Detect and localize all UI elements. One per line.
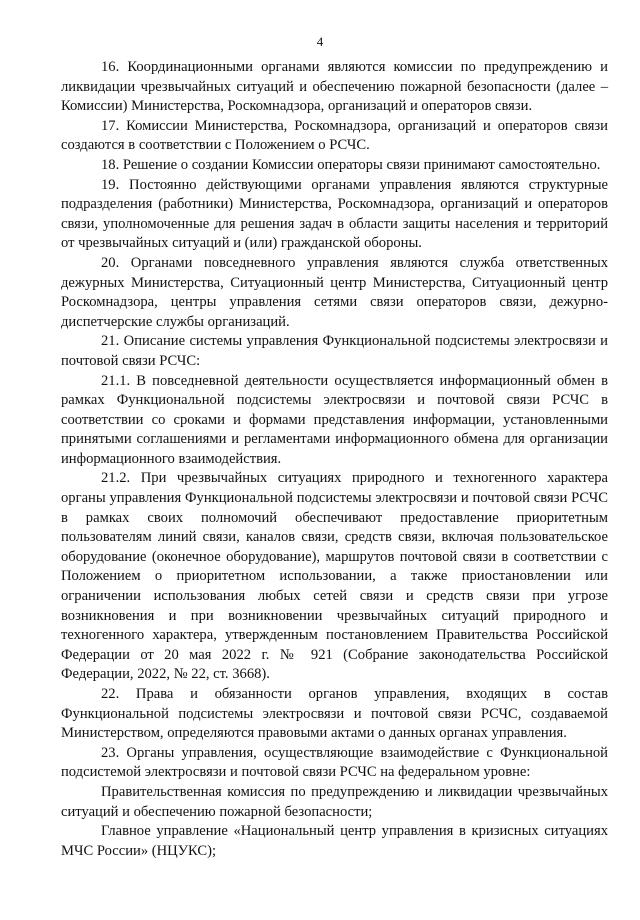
- paragraph-23-item-1: Правительственная комиссия по предупреждению и ликвидации чрезвычайных ситуаций и обеспечению пожарной безопасности;: [61, 783, 608, 820]
- paragraph-17: 17. Комиссии Министерства, Роскомнадзора, организаций и операторов связи создаются в соответствии с Положением о РСЧС.: [61, 117, 608, 154]
- document-body: [61, 58, 608, 861]
- paragraph-23-item-2: Главное управление «Национальный центр управления в кризисных ситуациях МЧС России» (НЦУКС);: [61, 823, 608, 859]
- page-number: 4: [316, 34, 324, 49]
- paragraph-16: 16. Координационными органами являются комиссии по предупреждению и ликвидации чрезвычайных ситуаций и обеспечению пожарной безопасности (далее – Комиссии) Министерства, Роскомнадзора, организаций и операторов связи.: [61, 59, 608, 115]
- paragraph-21-2: 21.2. При чрезвычайных ситуациях природного и техногенного характера органы управления Функциональной подсистемы электросвязи и почтовой связи РСЧС в рамках своих полномочий обеспечивают предоставление приоритетным пользователям линий связи, каналов связи, средств связи, включая пользовательское оборудование (оконечное оборудование), маршрутов почтовой связи в соответствии с Положением о приоритетном использовании, а также приостановлении или ограничении использования любых сетей связи и средств связи при угрозе возникновения и при возникновении чрезвычайных ситуаций природного и техногенного характера, утвержденным постановлением Правительства Российской Федерации от 20 мая 2022 г. № 921 (Собрание законодательства Российской Федерации, 2022, № 22, ст. 3668).: [61, 470, 608, 683]
- paragraph-22: 22. Права и обязанности органов управления, входящих в состав Функциональной подсистемы электросвязи и почтовой связи РСЧС, создаваемой Министерством, определяются правовыми актами о данных органах управления.: [61, 686, 608, 742]
- paragraph-23: 23. Органы управления, осуществляющие взаимодействие с Функциональной подсистемой электросвязи и почтовой связи РСЧС на федеральном уровне:: [61, 744, 608, 781]
- paragraph-19: 19. Постоянно действующими органами управления являются структурные подразделения (работники) Министерства, Роскомнадзора, организаций и операторов связи, уполномоченные для решения задач в области защиты населения и территорий от чрезвычайных ситуаций и (или) гражданской обороны.: [61, 176, 608, 252]
- paragraph-20: 20. Органами повседневного управления являются служба ответственных дежурных Министерства, Ситуационный центр Министерства, Ситуационный центр Роскомнадзора, центры управления сетями связи операторов связи, дежурно-диспетчерские службы организаций.: [61, 254, 608, 330]
- paragraph-21: 21. Описание системы управления Функциональной подсистемы электросвязи и почтовой связи РСЧС:: [61, 333, 608, 369]
- paragraph-18: 18. Решение о создании Комиссии операторы связи принимают самостоятельно.: [101, 156, 601, 173]
- paragraph-21-1: 21.1. В повседневной деятельности осуществляется информационный обмен в рамках Функциональной подсистемы электросвязи и почтовой связи РСЧС в соответствии со сроками и формами представления информации, установленными принятыми соглашениями и регламентами информационного обмена для организации информационного взаимодействия.: [61, 372, 608, 467]
